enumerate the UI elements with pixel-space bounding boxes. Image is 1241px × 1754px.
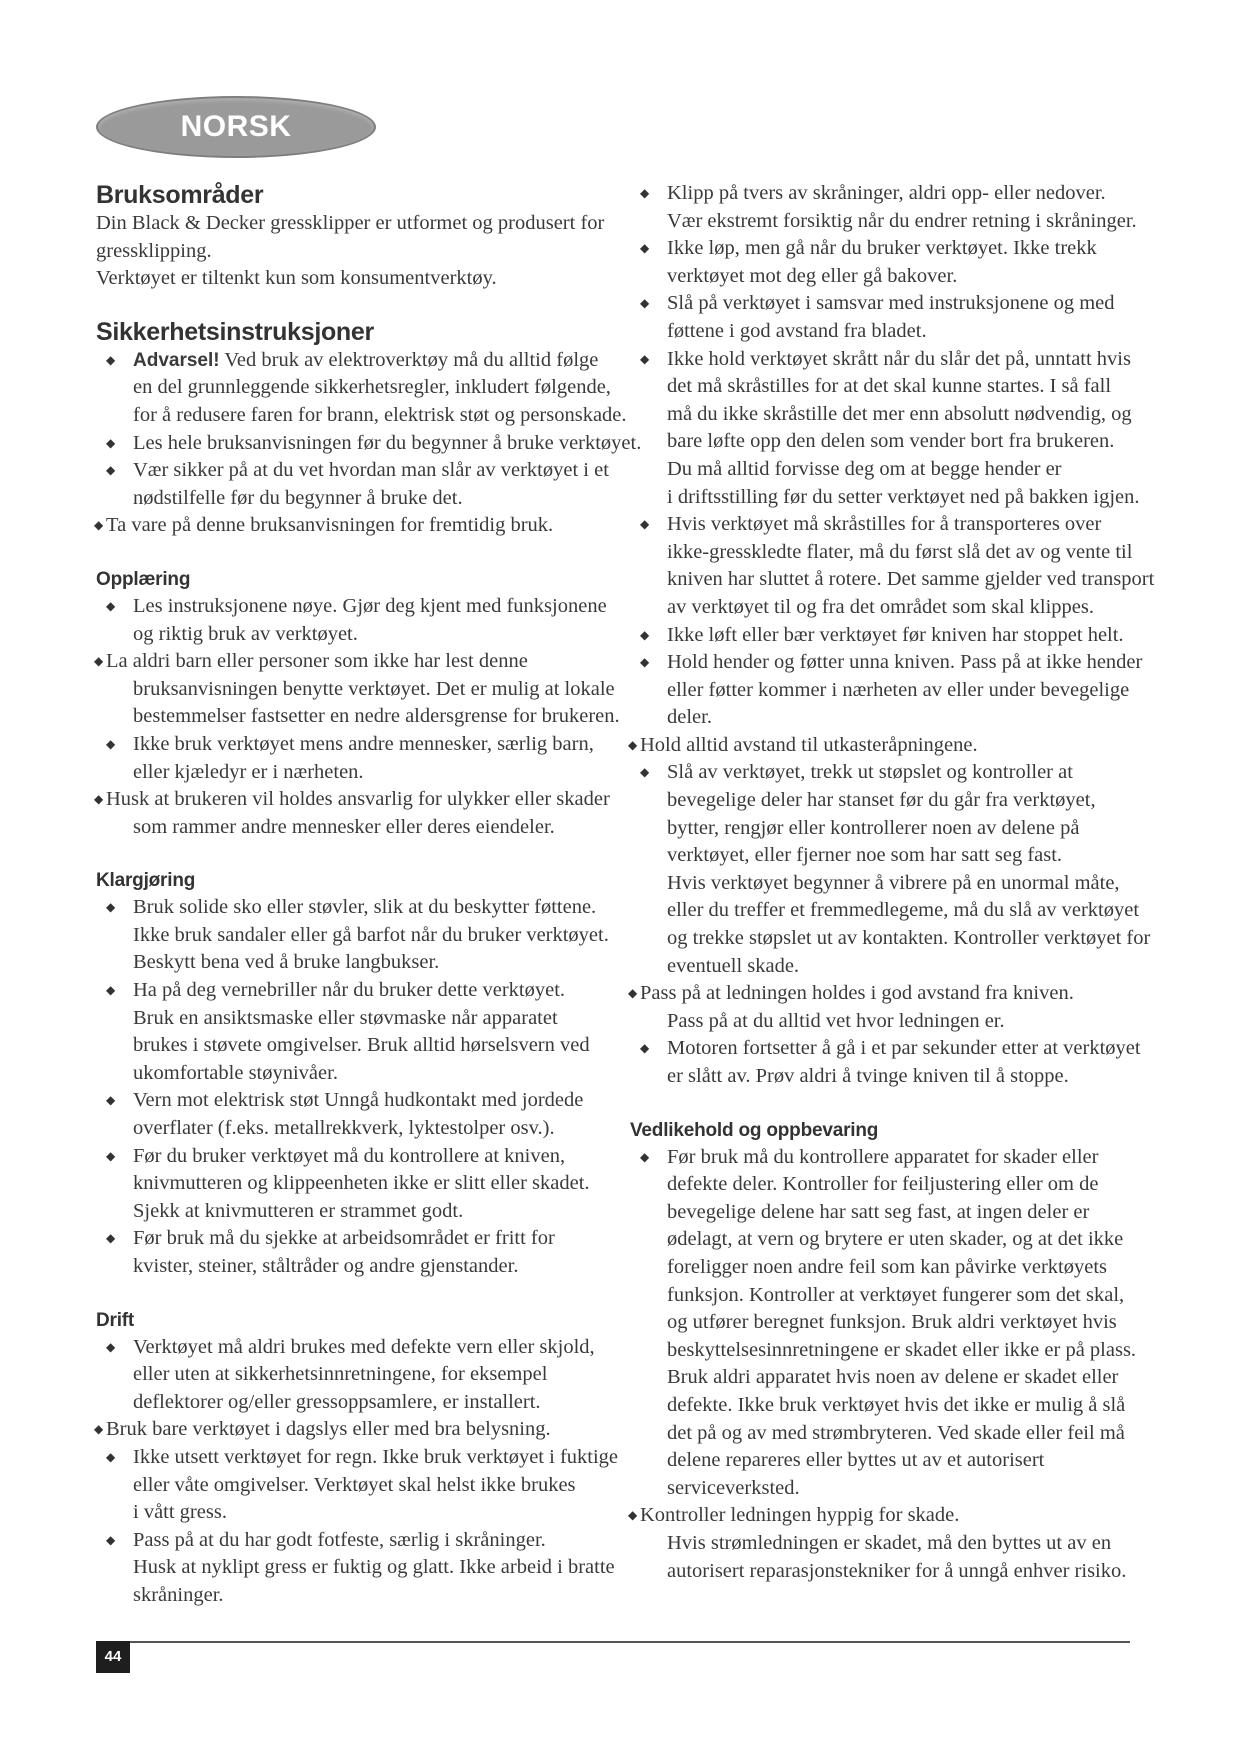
section-heading-bruksomrader: Bruksområder bbox=[96, 181, 264, 209]
list-item: ◆ Verktøyet må aldri brukes med defekte vern eller skjold, bbox=[96, 1334, 656, 1362]
list-item: ◆ Advarsel! Ved bruk av elektroverktøy må du alltid følge bbox=[96, 347, 656, 375]
bullet-diamond-icon: ◆ bbox=[94, 654, 104, 669]
section-heading-sikkerhet: Sikkerhetsinstruksjoner bbox=[96, 317, 374, 346]
list-item: ◆ Husk at brukeren vil holdes ansvarlig for ulykker eller skader bbox=[96, 786, 656, 814]
list-item: ◆ Kontroller ledningen hyppig for skade. bbox=[630, 1502, 1190, 1530]
bullet-diamond-icon: ◆ bbox=[640, 296, 650, 311]
list-item: ◆ Hvis verktøyet må skråstilles for å transporteres over bbox=[630, 511, 1190, 539]
bullet-diamond-icon: ◆ bbox=[628, 1508, 638, 1523]
paragraph-line: gressklipping. bbox=[96, 239, 212, 262]
bullet-diamond-icon: ◆ bbox=[106, 598, 116, 613]
list-item: ◆ Motoren fortsetter å gå i et par sekunder etter at verktøyet bbox=[630, 1035, 1190, 1063]
list-item: ◆ Bruk solide sko eller støvler, slik at du beskytter føttene. bbox=[96, 894, 656, 922]
list-item: ◆ Ikke hold verktøyet skrått når du slår det på, unntatt hvis bbox=[630, 346, 1190, 374]
section-heading-drift: Drift bbox=[96, 1309, 135, 1331]
language-label: NORSK bbox=[180, 110, 292, 143]
bullet-diamond-icon: ◆ bbox=[106, 1532, 116, 1547]
list-item: ◆ La aldri barn eller personer som ikke har lest denne bbox=[96, 648, 656, 676]
bullet-diamond-icon: ◆ bbox=[106, 435, 116, 450]
list-item: ◆ Hold alltid avstand til utkasteråpningene. bbox=[630, 732, 1190, 760]
bullet-diamond-icon: ◆ bbox=[640, 517, 650, 532]
bullet-diamond-icon: ◆ bbox=[106, 1231, 116, 1246]
bullet-diamond-icon: ◆ bbox=[640, 351, 650, 366]
paragraph-line: Din Black & Decker gressklipper er utformet og produsert for bbox=[96, 212, 605, 234]
section-heading-klargjoring: Klargjøring bbox=[96, 870, 196, 892]
bullet-diamond-icon: ◆ bbox=[628, 986, 638, 1001]
page-number: 44 bbox=[96, 1641, 130, 1673]
list-item: ◆ Ta vare på denne bruksanvisningen for fremtidig bruk. bbox=[96, 512, 656, 540]
right-column: ◆ Klipp på tvers av skråninger, aldri opp- eller nedover. Vær ekstremt forsiktig når du endrer retning i skråninger. ◆ Ikke løp, men gå når du bruker verktøyet. Ikke trekk verktøyet mot deg eller gå bakover. ◆ Slå på verktøyet i samsvar med instruksjonene og med føttene i god avstand fra bladet. ◆ Ikke hold verktøyet skrått når du slår det på, unntatt hvis det må skråstilles for at det skal kunne startes. I så fall må du ikke skråstille det mer enn absolutt nødvendig, og bare løfte opp den delen som vender bort fra brukeren. Du må alltid forvisse deg om at begge hender er i driftsstilling før du setter verktøyet ned på bakken igjen. ◆ Hvis verktøyet må skråstilles for å transporteres over ikke-gresskledte flater, må du først slå det av og vente til kniven har sluttet å rotere. Det samme gjelder ved transport av verktøyet til og fra det området som skal klippes. ◆ Ikke løft eller bær verktøyet før kniven har stoppet helt. ◆ Hold hender og føtter unna kniven. Pass på at ikke hender eller føtter kommer i nærheten av eller under bevegelige deler. ◆ Hold alltid avstand til utkasteråpningene. ◆ Slå av verktøyet, trekk ut støpslet og kontroller at bevegelige deler har stanset før du går fra verktøyet, bytter, rengjør eller kontrollerer noen av delene på verktøyet, eller fjerner noe som har satt seg fast. Hvis verktøyet begynner å vibrere på en unormal måte, eller du treffer et fremmedlegeme, må du slå av verktøyet og trekke støpslet ut av kontakten. Kontroller verktøyet for eventuell skade. ◆ Pass på at ledningen holdes i god avstand fra kniven. Pass på at du alltid vet hvor ledningen er. ◆ Motoren fortsetter å gå i et par sekunder etter at verktøyet er slått av. Prøv aldri å tvinge kniven til å stoppe. Vedlikehold og oppbevaring ◆ Før bruk må du kontrollere apparatet for skader eller defekte deler. Kontroller for feiljustering eller om de bevegelige delene har satt seg fast, at ingen deler er ødelagt, at vern og brytere er uten skader, og at det ikke foreligger noen andre feil som kan påvirke verktøyets funksjon. Kontroller at verktøyet fungerer som det skal, og utfører beregnet funksjon. Bruk aldri verktøyet hvis beskyttelsesinnretningene er skadet eller ikke er på plass. Bruk aldri apparatet hvis noen av delene er skadet eller defekte. Ikke bruk verktøyet hvis det ikke er mulig å slå det på og av med strømbryteren. Ved skade eller feil må delene repareres eller byttes ut av et autorisert serviceverksted. ◆ Kontroller ledningen hyppig for skade. Hvis strømledningen er skadet, må den byttes ut av en autorisert reparasjonstekniker for å unngå enhver risiko. bbox=[630, 180, 1190, 1585]
list-item: ◆ Ikke utsett verktøyet for regn. Ikke bruk verktøyet i fuktige bbox=[96, 1444, 656, 1472]
list-item: ◆ Slå av verktøyet, trekk ut støpslet og kontroller at bbox=[630, 759, 1190, 787]
bullet-diamond-icon: ◆ bbox=[106, 900, 116, 915]
list-item: ◆ Hold hender og føtter unna kniven. Pass på at ikke hender bbox=[630, 649, 1190, 677]
list-item: ◆ Pass på at ledningen holdes i god avstand fra kniven. bbox=[630, 980, 1190, 1008]
bullet-diamond-icon: ◆ bbox=[640, 241, 650, 256]
bullet-diamond-icon: ◆ bbox=[640, 1149, 650, 1164]
list-item: ◆ Ha på deg vernebriller når du bruker dette verktøyet. bbox=[96, 977, 656, 1005]
warning-label: Advarsel! bbox=[133, 349, 220, 371]
list-item: ◆ Les hele bruksanvisningen før du begynner å bruke verktøyet. bbox=[96, 430, 656, 458]
bullet-diamond-icon: ◆ bbox=[640, 765, 650, 780]
bullet-diamond-icon: ◆ bbox=[628, 737, 638, 752]
bullet-diamond-icon: ◆ bbox=[106, 1449, 116, 1464]
list-item: ◆ Før du bruker verktøyet må du kontrollere at kniven, bbox=[96, 1143, 656, 1171]
paragraph-line: Verktøyet er tiltenkt kun som konsumentverktøy. bbox=[96, 267, 497, 290]
list-item: ◆ Vær sikker på at du vet hvordan man slår av verktøyet i et bbox=[96, 457, 656, 485]
list-item: ◆ Slå på verktøyet i samsvar med instruksjonene og med bbox=[630, 290, 1190, 318]
language-badge bbox=[96, 96, 376, 158]
list-item: ◆ Før bruk må du kontrollere apparatet for skader eller bbox=[630, 1144, 1190, 1172]
bullet-diamond-icon: ◆ bbox=[640, 1041, 650, 1056]
bullet-diamond-icon: ◆ bbox=[94, 518, 104, 533]
left-column: Bruksområder Din Black & Decker gressklipper er utformet og produsert for gressklipping. Verktøyet er tiltenkt kun som konsumentverktøy. Sikkerhetsinstruksjoner ◆ Advarsel! Ved bruk av elektroverktøy må du alltid følge en del grunnleggende sikkerhetsregler, inkludert følgende, for å redusere faren for brann, elektrisk støt og personskade. ◆ Les hele bruksanvisningen før du begynner å bruke verktøyet. ◆ Vær sikker på at du vet hvordan man slår av verktøyet i et nødstilfelle før du begynner å bruke det. ◆ Ta vare på denne bruksanvisningen for fremtidig bruk. Opplæring ◆ Les instruksjonene nøye. Gjør deg kjent med funksjonene og riktig bruk av verktøyet. ◆ La aldri barn eller personer som ikke har lest denne bruksanvisningen benytte verktøyet. Det er mulig at lokale bestemmelser fastsetter en nedre aldersgrense for brukeren. ◆ Ikke bruk verktøyet mens andre mennesker, særlig barn, eller kjæledyr er i nærheten. ◆ Husk at brukeren vil holdes ansvarlig for ulykker eller skader som rammer andre mennesker eller deres eiendeler. Klargjøring ◆ Bruk solide sko eller støvler, slik at du beskytter føttene. Ikke bruk sandaler eller gå barfot når du bruker verktøyet. Beskytt bena ved å bruke langbukser. ◆ Ha på deg vernebriller når du bruker dette verktøyet. Bruk en ansiktsmaske eller støvmaske når apparatet brukes i støvete omgivelser. Bruk alltid hørselsvern ved ukomfortable støynivåer. ◆ Vern mot elektrisk støt Unngå hudkontakt med jordede overflater (f.eks. metallrekkverk, lyktestolper osv.). ◆ Før du bruker verktøyet må du kontrollere at kniven, knivmutteren og klippeenheten ikke er slitt eller skadet. Sjekk at knivmutteren er strammet godt. ◆ Før bruk må du sjekke at arbeidsområdet er fritt for kvister, steiner, ståltråder og andre gjenstander. Drift ◆ Verktøyet må aldri brukes med defekte vern eller skjold, eller uten at sikkerhetsinnretningene, for eksempel deflektorer og/eller gressoppsamlere, er installert. ◆ Bruk bare verktøyet i dagslys eller med bra belysning. ◆ Ikke utsett verktøyet for regn. Ikke bruk verktøyet i fuktige eller våte omgivelser. Verktøyet skal helst ikke brukes i vått gress. ◆ Pass på at du har godt fotfeste, særlig i skråninger. Husk at nyklipt gress er fuktig og glatt. Ikke arbeid i bratte skråninger. bbox=[96, 180, 656, 1610]
bullet-diamond-icon: ◆ bbox=[106, 1093, 116, 1108]
list-item: ◆ Før bruk må du sjekke at arbeidsområdet er fritt for bbox=[96, 1225, 656, 1253]
bullet-diamond-icon: ◆ bbox=[106, 1339, 116, 1354]
bullet-diamond-icon: ◆ bbox=[106, 983, 116, 998]
list-item: ◆ Klipp på tvers av skråninger, aldri opp- eller nedover. bbox=[630, 180, 1190, 208]
list-item: ◆ Vern mot elektrisk støt Unngå hudkontakt med jordede bbox=[96, 1087, 656, 1115]
bullet-diamond-icon: ◆ bbox=[640, 627, 650, 642]
section-heading-opplaering: Opplæring bbox=[96, 568, 191, 590]
list-item: ◆ Bruk bare verktøyet i dagslys eller med bra belysning. bbox=[96, 1416, 656, 1444]
list-item: ◆ Ikke bruk verktøyet mens andre mennesker, særlig barn, bbox=[96, 731, 656, 759]
bullet-diamond-icon: ◆ bbox=[106, 736, 116, 751]
list-item: ◆ Les instruksjonene nøye. Gjør deg kjent med funksjonene bbox=[96, 593, 656, 621]
section-heading-vedlikehold: Vedlikehold og oppbevaring bbox=[630, 1119, 879, 1141]
bullet-diamond-icon: ◆ bbox=[106, 352, 116, 367]
list-item: ◆ Ikke løp, men gå når du bruker verktøyet. Ikke trekk bbox=[630, 235, 1190, 263]
bullet-diamond-icon: ◆ bbox=[94, 1422, 104, 1437]
list-item: ◆ Pass på at du har godt fotfeste, særlig i skråninger. bbox=[96, 1527, 656, 1555]
bullet-diamond-icon: ◆ bbox=[106, 463, 116, 478]
list-item: ◆ Ikke løft eller bær verktøyet før kniven har stoppet helt. bbox=[630, 622, 1190, 650]
bullet-diamond-icon: ◆ bbox=[106, 1148, 116, 1163]
footer-divider bbox=[96, 1641, 1130, 1643]
bullet-diamond-icon: ◆ bbox=[640, 186, 650, 200]
bullet-diamond-icon: ◆ bbox=[94, 792, 104, 807]
bullet-diamond-icon: ◆ bbox=[640, 655, 650, 670]
